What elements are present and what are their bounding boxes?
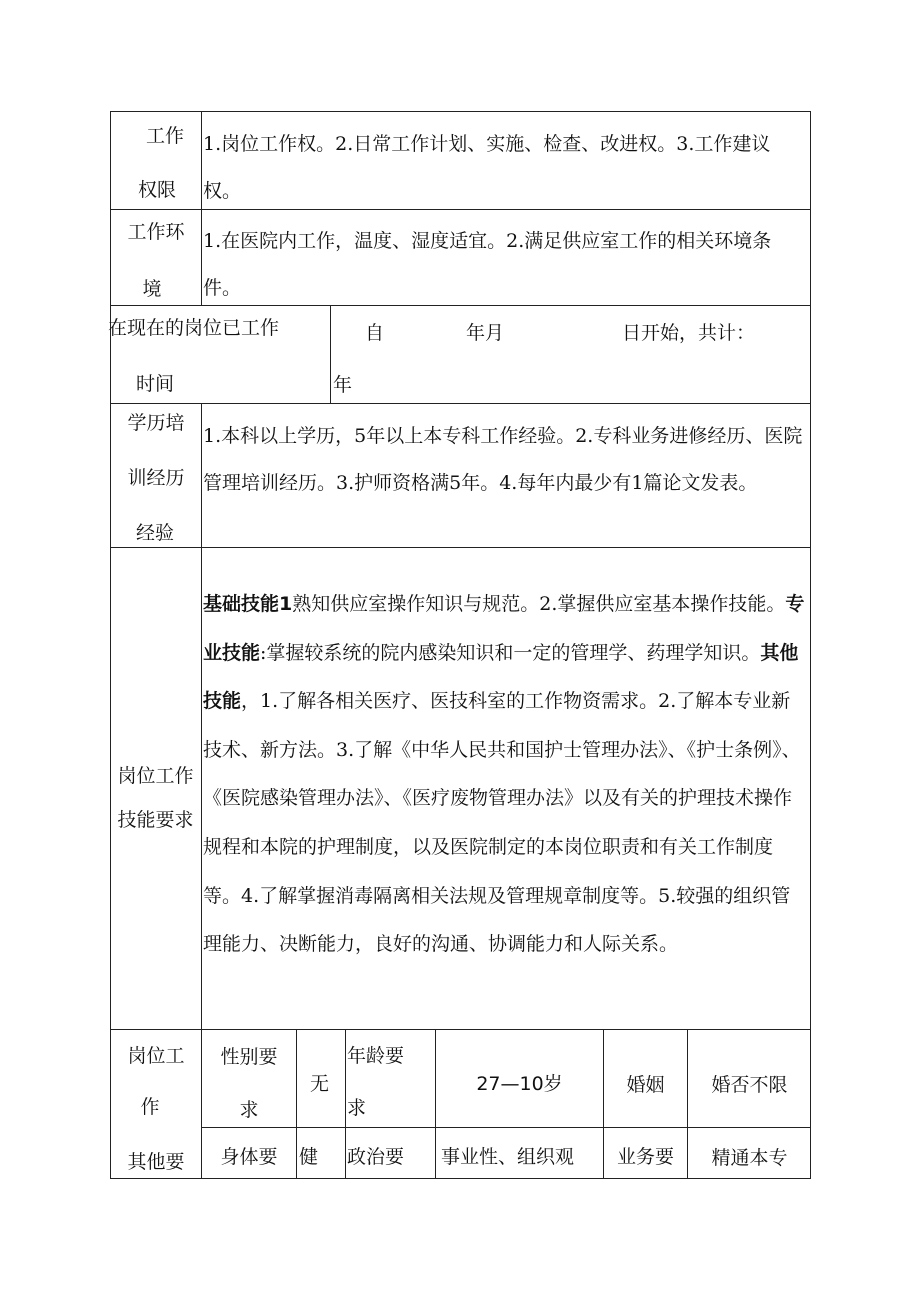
marriage-label: 婚姻 xyxy=(626,1074,665,1096)
tenure-year-month: 年月 xyxy=(466,322,505,344)
row-divider xyxy=(110,547,811,548)
authority-text: 1.岗位工作权。2.日常工作计划、实施、检查、改进权。3.工作建议权。 xyxy=(203,133,771,202)
row-divider xyxy=(110,403,811,404)
other-label-line2: 作 xyxy=(140,1096,160,1118)
gender-value: 无 xyxy=(310,1073,330,1095)
row-divider xyxy=(110,1029,811,1030)
education-label-line1: 学历培 xyxy=(127,412,185,434)
body-value: 健 xyxy=(299,1146,319,1168)
basic-skills-label: 基础技能1 xyxy=(203,593,293,615)
skills-label-line1: 岗位工作 xyxy=(117,765,194,787)
age-value: 27—10岁 xyxy=(476,1073,563,1095)
tenure-years: 年 xyxy=(333,374,353,396)
col-divider xyxy=(345,1029,346,1179)
skills-text xyxy=(203,580,808,969)
politics-value: 事业性、组织观 xyxy=(441,1146,575,1168)
environment-label-line2: 境 xyxy=(142,278,162,300)
col-divider xyxy=(330,305,331,403)
marriage-value: 婚否不限 xyxy=(711,1074,788,1096)
other-skills-label: 其他技能 xyxy=(203,641,799,713)
tenure-label-line2: 时间 xyxy=(135,373,174,395)
row-divider xyxy=(201,1127,811,1128)
basic-skills-text: 熟知供应室操作知识与规范。2.掌握供应室基本操作技能。 xyxy=(292,593,786,615)
col-divider xyxy=(435,1029,436,1179)
gender-label-line1: 性别要 xyxy=(220,1046,278,1068)
gender-label-line2: 求 xyxy=(239,1099,259,1121)
politics-label: 政治要 xyxy=(347,1146,405,1168)
other-label-line1: 岗位工 xyxy=(127,1045,185,1067)
authority-label-line1: 工作 xyxy=(145,125,184,147)
skills-label-line2: 技能要求 xyxy=(117,809,194,831)
tenure-from: 自 xyxy=(365,322,385,344)
business-label: 业务要 xyxy=(616,1146,674,1168)
col-divider xyxy=(201,403,202,1179)
age-label-line2: 求 xyxy=(347,1097,367,1119)
professional-skills-label: 专业技能 xyxy=(203,593,805,664)
other-skills-text: ，1.了解各相关医疗、医技科室的工作物资需求。2.了解本专业新技术、新方法。3.了解《中华人民共和国护士管理办法》、《护士条例》、《医院感染管理办法》、《医疗废物管理办法》以及有关的护理技术操作规程和本院的护理制度，以及医院制定的本岗位职责和有关工作制度等。4.了解掌握消毒隔离相关法规及管理规章制度等。5.较强的组织管理能力、决断能力，良好的沟通、协调能力和人际关系。 xyxy=(203,690,801,956)
authority-label-line2: 权限 xyxy=(137,179,176,201)
education-label-line3: 经验 xyxy=(135,522,174,544)
environment-label-line1: 工作环 xyxy=(127,221,185,243)
other-label-line3: 其他要 xyxy=(127,1151,185,1173)
education-label-line2: 训经历 xyxy=(127,467,185,489)
body-label: 身体要 xyxy=(220,1146,278,1168)
professional-skills-text: :掌握较系统的院内感染知识和一定的管理学、药理学知识。 xyxy=(260,641,761,664)
environment-text: 1.在医院内工作，温度、湿度适宜。2.满足供应室工作的相关环境条件。 xyxy=(203,230,772,299)
col-divider xyxy=(201,111,202,305)
education-text: 1.本科以上学历，5年以上本专科工作经验。2.专科业务进修经历、医院管理培训经历。3.护师资格满5年。4.每年内最少有1篇论文发表。 xyxy=(203,425,803,494)
tenure-day-start-total: 日开始，共计： xyxy=(622,322,756,344)
business-value: 精通本专 xyxy=(711,1147,788,1169)
age-label-line1: 年龄要 xyxy=(347,1045,405,1067)
tenure-label-line1: 在现在的岗位已工作 xyxy=(108,317,280,339)
col-divider xyxy=(296,1029,297,1179)
